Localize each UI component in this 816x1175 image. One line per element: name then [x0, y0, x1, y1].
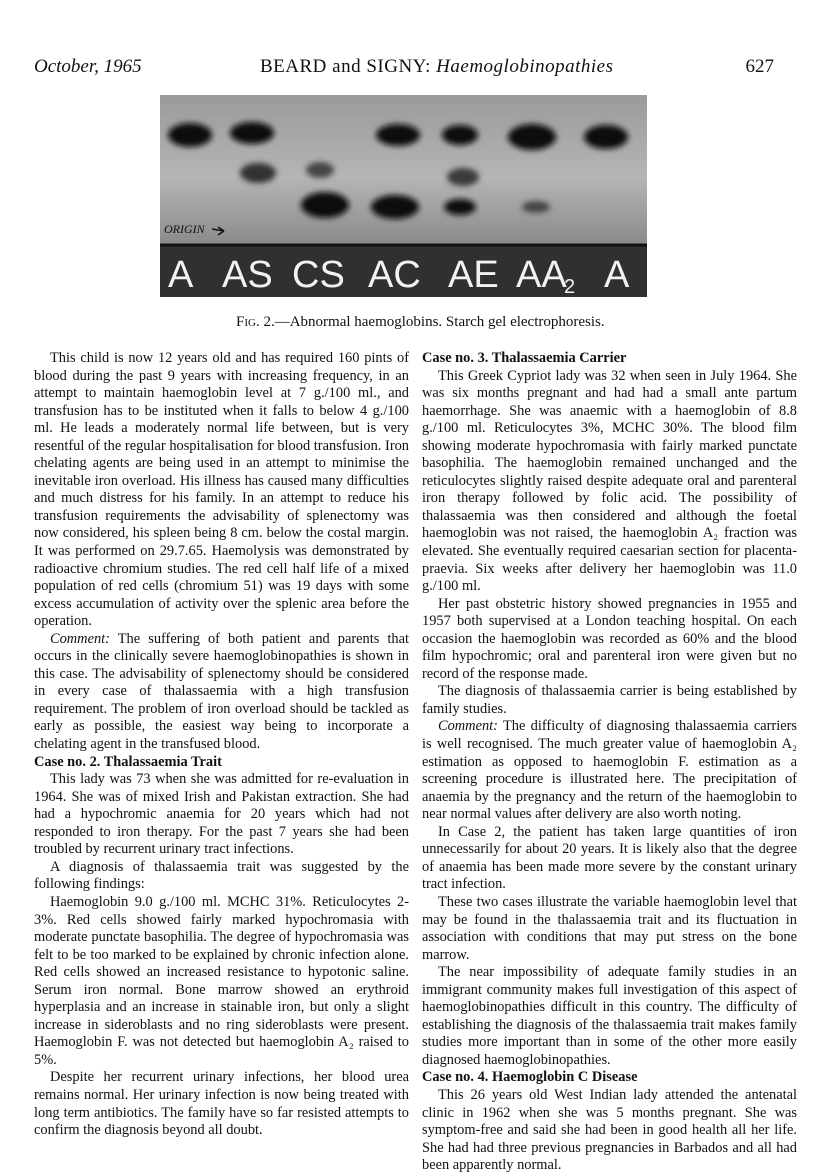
paragraph: Comment: The difficulty of diagnosing thalassaemia carriers is well recognised. The much greater value of haemoglobin A₂ estimation as opposed to haemoglobin F. estimation as a screening procedure is illustrated here. The precipitation of anaemia by the pregnancy and the return of the haemoglobin to near normal values after delivery are also worth noting. — [422, 718, 797, 823]
section-heading: Case no. 2. Thalassaemia Trait — [34, 753, 222, 770]
running-header — [24, 48, 792, 82]
band — [168, 123, 212, 147]
paragraph: The near impossibility of adequate family studies in an immigrant community makes full investigation of this aspect of haemoglobinopathies difficult in this country. The difficulty of establishing the diagnosis of the thalassaemia trait makes family studies more important than in some of the other more easily diagnosed haemoglobinopathies. — [422, 964, 797, 1068]
authors: BEARD and SIGNY: — [260, 56, 431, 77]
paragraph: The diagnosis of thalassaemia carrier is being established by family studies. — [422, 683, 797, 717]
band — [442, 125, 478, 145]
paragraph: These two cases illustrate the variable haemoglobin level that may be found in the thalassaemia trait and its fluctuation in association with conditions that may put stress on the bone marrow. — [422, 893, 797, 963]
left-column — [34, 350, 409, 1140]
lane-label: AC — [368, 254, 421, 296]
band — [371, 195, 419, 219]
band — [584, 125, 628, 149]
comment-label: Comment: — [50, 630, 110, 647]
caption-label: Fig. 2. — [236, 314, 275, 330]
paragraph: This child is now 12 years old and has required 160 pints of blood during the past 9 years with increasing frequency, in an attempt to maintain haemoglobin level at 7 g./100 ml., and transfusion has to be instituted when it falls to below 4 g./100 ml. He leads a moderately normal life between, but is very resentful of the regular hospitalisation for blood transfusion. Iron chelating agents are being used in an attempt to minimise the inevitable iron overload. His illness has caused many difficulties and much distress for his family. In an attempt to reduce his transfusion requirements the advisability of splenectomy was now considered, his spleen being 8 cm. below the costal margin. It was performed on 29.7.65. Haemolysis was demonstrated by radioactive chromium studies. The red cell half life of a mixed population of red cells (chromium 51) was 19 days with some excess accumulation of activity over the splenic area before the operation. — [34, 350, 409, 630]
caption-text: —Abnormal haemoglobins. Starch gel electrophoresis. — [274, 314, 605, 330]
right-column — [422, 350, 797, 1175]
lane-label: A — [604, 254, 630, 296]
paragraph: Despite her recurrent urinary infections, her blood urea remains normal. Her urinary infection is now being treated with long term antibiotics. The family have so far resisted attempts to confirm the diagnosis beyond all doubt. — [34, 1069, 409, 1139]
paragraph: This 26 years old West Indian lady attended the antenatal clinic in 1962 when she was 5 months pregnant. She was symptom-free and said she had been in good health all her life. She had had three previous pregnancies in Barbados and all had been apparently normal. — [422, 1086, 797, 1174]
band — [301, 192, 349, 218]
lane-label: AS — [222, 254, 273, 296]
comment-label: Comment: — [438, 718, 498, 735]
gel-photo — [160, 95, 647, 297]
band — [508, 124, 556, 150]
band — [447, 168, 479, 186]
section-heading: Case no. 3. Thalassaemia Carrier — [422, 350, 627, 366]
figure-caption — [236, 314, 605, 331]
paragraph: Haemoglobin 9.0 g./100 ml. MCHC 31%. Reticulocytes 2-3%. Red cells showed fairly marked hypochromasia with moderate punctate basophilia. The degree of hypochromasia was felt to be too marked to be explained by chronic infection alone. Red cells showed an increased resistance to hypotonic saline. Serum iron normal. Bone marrow showed an erythroid hyperplasia and an increase in stainable iron, but only a slight increase in sideroblasts and no ring sideroblasts were present. Haemoglobin F. was not detected but haemoglobin A₂ raised to 5%. — [34, 893, 409, 1068]
paragraph: In Case 2, the patient has taken large quantities of iron unnecessarily for about 20 years. It is likely also that the degree of anaemia has been made more severe by the constant urinary tract infection. — [422, 823, 797, 893]
lane-label: A — [168, 254, 194, 296]
band — [240, 163, 276, 183]
issue-date: October, 1965 — [34, 56, 142, 77]
paragraph: A diagnosis of thalassaemia trait was suggested by the following findings: — [34, 858, 409, 893]
band — [306, 162, 334, 178]
lane-label: AA — [516, 254, 567, 296]
lane-label: CS — [292, 254, 345, 296]
running-title — [260, 56, 614, 78]
origin-label: ORIGIN — [164, 222, 205, 236]
paragraph: This lady was 73 when she was admitted for re-evaluation in 1964. She was of mixed Irish and Pakistan extraction. She had had a hypochromic anaemia for 20 years which had not responded to iron therapy. For the past 7 years she had been troubled by recurrent urinary tract infections. — [34, 771, 409, 858]
band — [444, 199, 476, 215]
paragraph: Comment: The suffering of both patient and parents that occurs in the clinically severe haemoglobinopathies is shown in this case. The advisability of splenectomy should be considered in every case of thalassaemia with a high transfusion requirement. The problem of iron overload should be tackled as early as possible, the easiest way being to incorporate a chelating agent in the transfused blood. — [34, 630, 409, 753]
band — [230, 122, 274, 144]
paragraph: Her past obstetric history showed pregnancies in 1955 and 1957 both supervised at a London teaching hospital. On each occasion the haemoglobin was recorded as 60% and the blood film hypochromic; oral and parenteral iron were given but no record of the response made. — [422, 595, 797, 682]
electrophoresis-figure — [160, 95, 647, 297]
lane-label: AE — [448, 254, 499, 296]
band — [376, 124, 420, 146]
band — [522, 201, 550, 213]
page-number: 627 — [745, 56, 774, 77]
journal-title: Haemoglobinopathies — [436, 56, 614, 77]
paragraph: This Greek Cypriot lady was 32 when seen in July 1964. She was six months pregnant and had had a small ante partum haemorrhage. She was anaemic with a haemoglobin of 8.8 g./100 ml. Reticulocytes 3%, MCHC 30%. The blood film showing moderate hypochromasia with fairly marked punctate basophilia. The haemoglobin remained unchanged and the reticulocytes slightly raised despite adequate oral and parenteral iron therapy followed by folic acid. The possibility of thalassaemia was then considered and although the foetal haemoglobin was not raised, the haemoglobin A₂ fraction was elevated. She eventually required caesarian section for placenta-praevia. Six weeks after delivery her haemoglobin was 11.0 g./100 ml. — [422, 367, 797, 595]
section-heading: Case no. 4. Haemoglobin C Disease — [422, 1069, 638, 1086]
lane-subscript: 2 — [564, 276, 576, 297]
